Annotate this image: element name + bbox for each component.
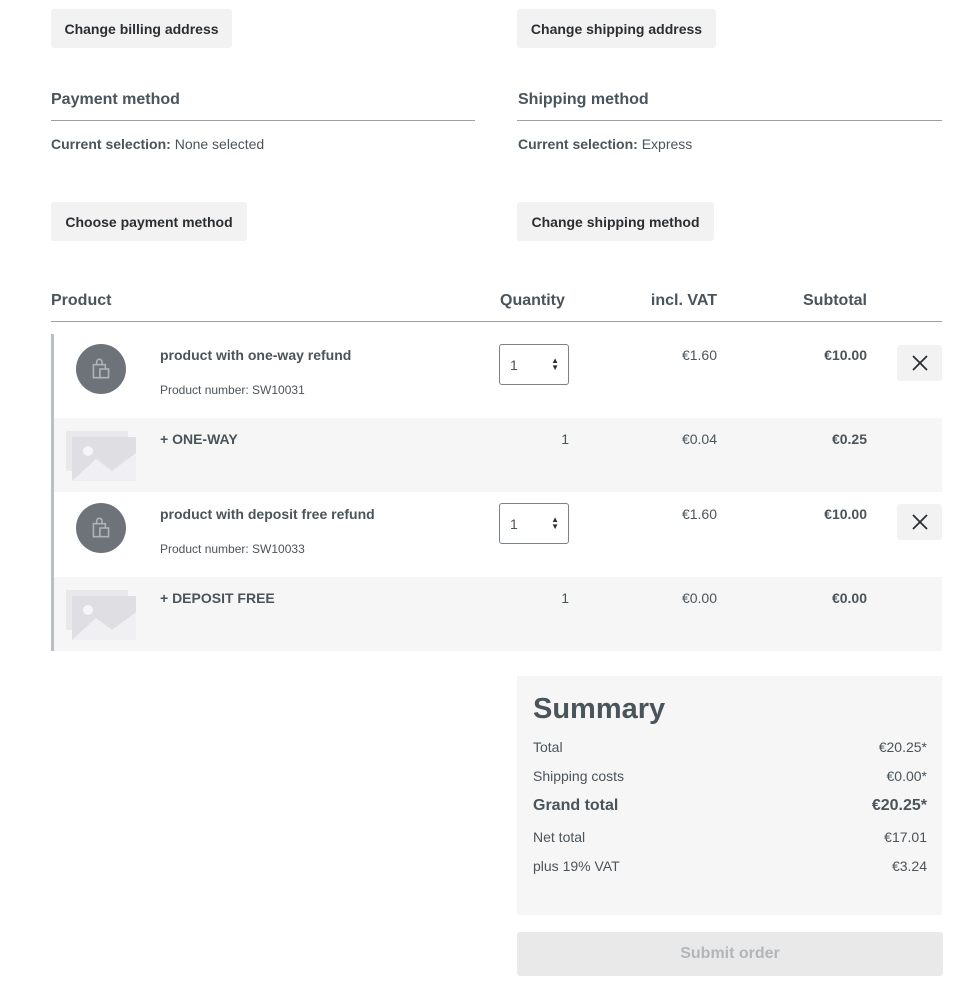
addon-incl-vat: €0.00: [681, 590, 717, 606]
shipping-method-title: Shipping method: [518, 91, 649, 108]
change-billing-address-button[interactable]: Change billing address: [51, 9, 232, 48]
quantity-value: 1: [510, 516, 518, 532]
line-item-incl-vat: €1.60: [681, 347, 717, 363]
summary-vat-value: €3.24: [891, 858, 927, 874]
product-thumbnail: [76, 503, 126, 553]
line-item-name[interactable]: product with one-way refund: [160, 347, 352, 363]
column-header-incl-vat: incl. VAT: [650, 292, 717, 309]
order-summary: [517, 676, 942, 915]
shipping-current-selection: [518, 136, 692, 152]
change-shipping-address-button[interactable]: Change shipping address: [517, 9, 716, 48]
summary-net-total-value: €17.01: [884, 829, 927, 845]
image-placeholder-icon: [66, 431, 136, 481]
quantity-select[interactable]: [499, 503, 569, 544]
payment-selection-label: Current selection:: [51, 136, 171, 152]
choose-payment-method-button[interactable]: Choose payment method: [51, 202, 247, 241]
column-header-subtotal: Subtotal: [803, 292, 867, 309]
addon-incl-vat: €0.04: [681, 431, 717, 447]
summary-title: Summary: [533, 693, 666, 725]
payment-divider: [51, 120, 475, 121]
line-item-subtotal: €10.00: [824, 506, 867, 522]
quantity-select[interactable]: [499, 344, 569, 385]
addon-quantity: 1: [561, 590, 569, 606]
line-item-addon-row: [51, 577, 942, 651]
summary-vat-row: [533, 858, 927, 874]
line-item-product-number: Product number: SW10031: [160, 383, 305, 397]
line-item-product-number: Product number: SW10033: [160, 542, 305, 556]
addon-name: + ONE-WAY: [160, 431, 238, 447]
shipping-selection-value: Express: [641, 136, 693, 152]
table-header-divider: [51, 321, 942, 322]
line-item-subtotal: €10.00: [824, 347, 867, 363]
remove-item-button[interactable]: [897, 504, 942, 540]
addon-subtotal: €0.25: [831, 431, 867, 447]
close-icon: [911, 513, 929, 531]
summary-total-label: Total: [533, 739, 563, 755]
summary-vat-label: plus 19% VAT: [533, 858, 620, 874]
shipping-divider: [517, 120, 942, 121]
line-item-incl-vat: €1.60: [681, 506, 717, 522]
summary-grand-total-label: Grand total: [533, 797, 619, 814]
quantity-value: 1: [510, 357, 518, 373]
payment-current-selection: [51, 136, 264, 152]
addon-quantity: 1: [561, 431, 569, 447]
payment-selection-value: None selected: [174, 136, 265, 152]
line-item-row: [51, 492, 942, 577]
summary-total-value: €20.25*: [878, 739, 927, 755]
summary-shipping-value: €0.00*: [886, 768, 927, 784]
summary-shipping-label: Shipping costs: [533, 768, 625, 784]
summary-grand-total-row: [533, 797, 927, 815]
summary-shipping-row: [533, 768, 927, 784]
column-header-quantity: Quantity: [500, 292, 565, 309]
addon-subtotal: €0.00: [831, 590, 867, 606]
shopping-bag-icon: [88, 515, 114, 541]
change-shipping-method-button[interactable]: Change shipping method: [517, 202, 714, 241]
payment-method-title: Payment method: [51, 91, 180, 108]
select-arrows-icon: ▲ ▼: [551, 515, 559, 531]
summary-grand-total-value: €20.25*: [871, 797, 927, 814]
image-placeholder-icon: [66, 590, 136, 640]
shopping-bag-icon: [88, 356, 114, 382]
select-arrows-icon: ▲ ▼: [551, 356, 559, 372]
shipping-selection-label: Current selection:: [518, 136, 638, 152]
remove-item-button[interactable]: [897, 345, 942, 381]
summary-net-total-label: Net total: [533, 829, 586, 845]
line-item-addon-row: [51, 418, 942, 492]
summary-net-total-row: [533, 829, 927, 845]
submit-order-button[interactable]: Submit order: [517, 932, 943, 976]
line-item-name[interactable]: product with deposit free refund: [160, 506, 375, 522]
close-icon: [911, 354, 929, 372]
product-thumbnail: [76, 344, 126, 394]
column-header-product: Product: [51, 292, 112, 309]
addon-name: + DEPOSIT FREE: [160, 590, 275, 606]
summary-total-row: [533, 739, 927, 755]
